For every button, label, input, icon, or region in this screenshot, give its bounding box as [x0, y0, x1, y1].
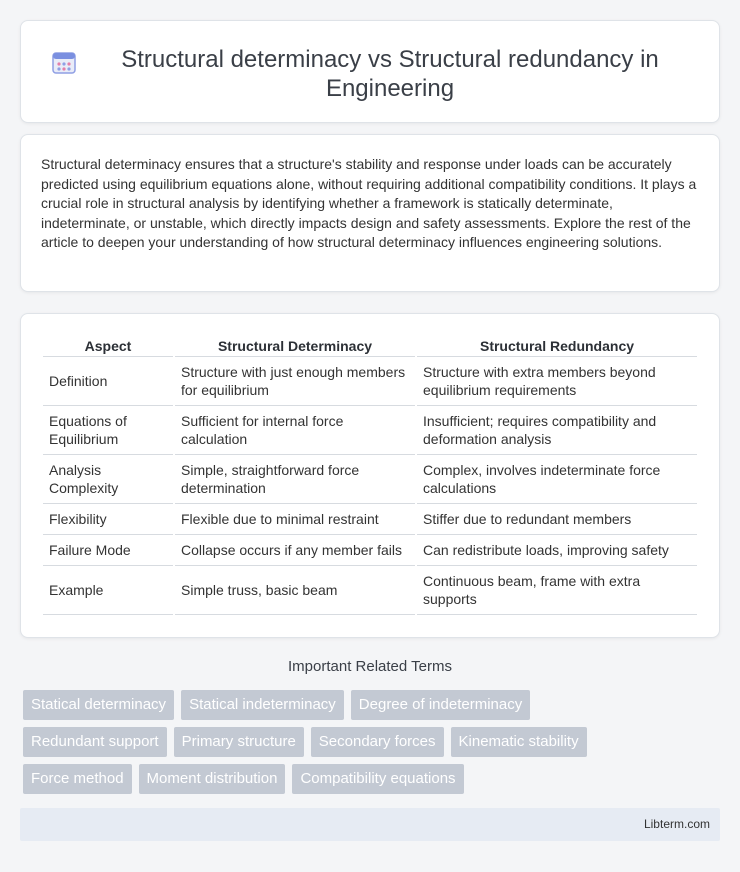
table-cell: Flexible due to minimal restraint [175, 504, 415, 535]
table-cell: Continuous beam, frame with extra supports [417, 566, 697, 615]
comparison-card [20, 313, 720, 638]
table-row [43, 566, 697, 615]
related-term-tag[interactable]: Degree of indeterminacy [351, 690, 530, 720]
table-cell: Analysis Complexity [43, 455, 173, 504]
related-terms-heading: Important Related Terms [288, 658, 452, 675]
table-cell: Insufficient; requires compatibility and deformation analysis [417, 406, 697, 455]
related-term-tag[interactable]: Moment distribution [139, 764, 286, 794]
table-header-aspect: Aspect [43, 333, 173, 357]
related-term-tag[interactable]: Redundant support [23, 727, 167, 757]
related-terms-list [23, 690, 723, 801]
table-cell: Failure Mode [43, 535, 173, 566]
table-header-determinacy: Structural Determinacy [175, 333, 415, 357]
page-title: Structural determinacy vs Structural redundancy in Engineering [121, 46, 659, 102]
table-row [43, 406, 697, 455]
related-term-tag[interactable]: Statical determinacy [23, 690, 174, 720]
table-cell: Example [43, 566, 173, 615]
table-cell: Stiffer due to redundant members [417, 504, 697, 535]
title-card [20, 20, 720, 123]
related-term-tag[interactable]: Force method [23, 764, 132, 794]
table-cell: Structure with just enough members for equilibrium [175, 357, 415, 406]
comparison-table [41, 333, 699, 615]
footer-site-link[interactable]: Libterm.com [643, 817, 710, 831]
table-cell: Flexibility [43, 504, 173, 535]
table-cell: Definition [43, 357, 173, 406]
table-row [43, 504, 697, 535]
table-cell: Complex, involves indeterminate force calculations [417, 455, 697, 504]
table-cell: Can redistribute loads, improving safety [417, 535, 697, 566]
table-cell: Structure with extra members beyond equilibrium requirements [417, 357, 697, 406]
table-header-redundancy: Structural Redundancy [417, 333, 697, 357]
table-row [43, 535, 697, 566]
calendar-icon [51, 49, 77, 75]
related-term-tag[interactable]: Secondary forces [311, 727, 444, 757]
footer [20, 808, 720, 841]
related-term-tag[interactable]: Kinematic stability [451, 727, 587, 757]
table-cell: Collapse occurs if any member fails [175, 535, 415, 566]
table-row [43, 455, 697, 504]
table-cell: Simple truss, basic beam [175, 566, 415, 615]
related-term-tag[interactable]: Statical indeterminacy [181, 690, 344, 720]
related-term-tag[interactable]: Compatibility equations [292, 764, 463, 794]
table-cell: Simple, straightforward force determination [175, 455, 415, 504]
related-term-tag[interactable]: Primary structure [174, 727, 304, 757]
table-row [43, 357, 697, 406]
table-cell: Equations of Equilibrium [43, 406, 173, 455]
intro-paragraph: Structural determinacy ensures that a structure's stability and response under loads can be accurately predicted using equilibrium equations alone, without requiring additional compatibility conditions. It plays a crucial role in structural analysis by identifying whether a framework is statically determinate, indeterminate, or unstable, which directly impacts design and safety assessments. Explore the rest of the article to deepen your understanding of how structural determinacy influences engineering solutions. [41, 156, 697, 250]
intro-card [20, 134, 720, 292]
table-cell: Sufficient for internal force calculation [175, 406, 415, 455]
